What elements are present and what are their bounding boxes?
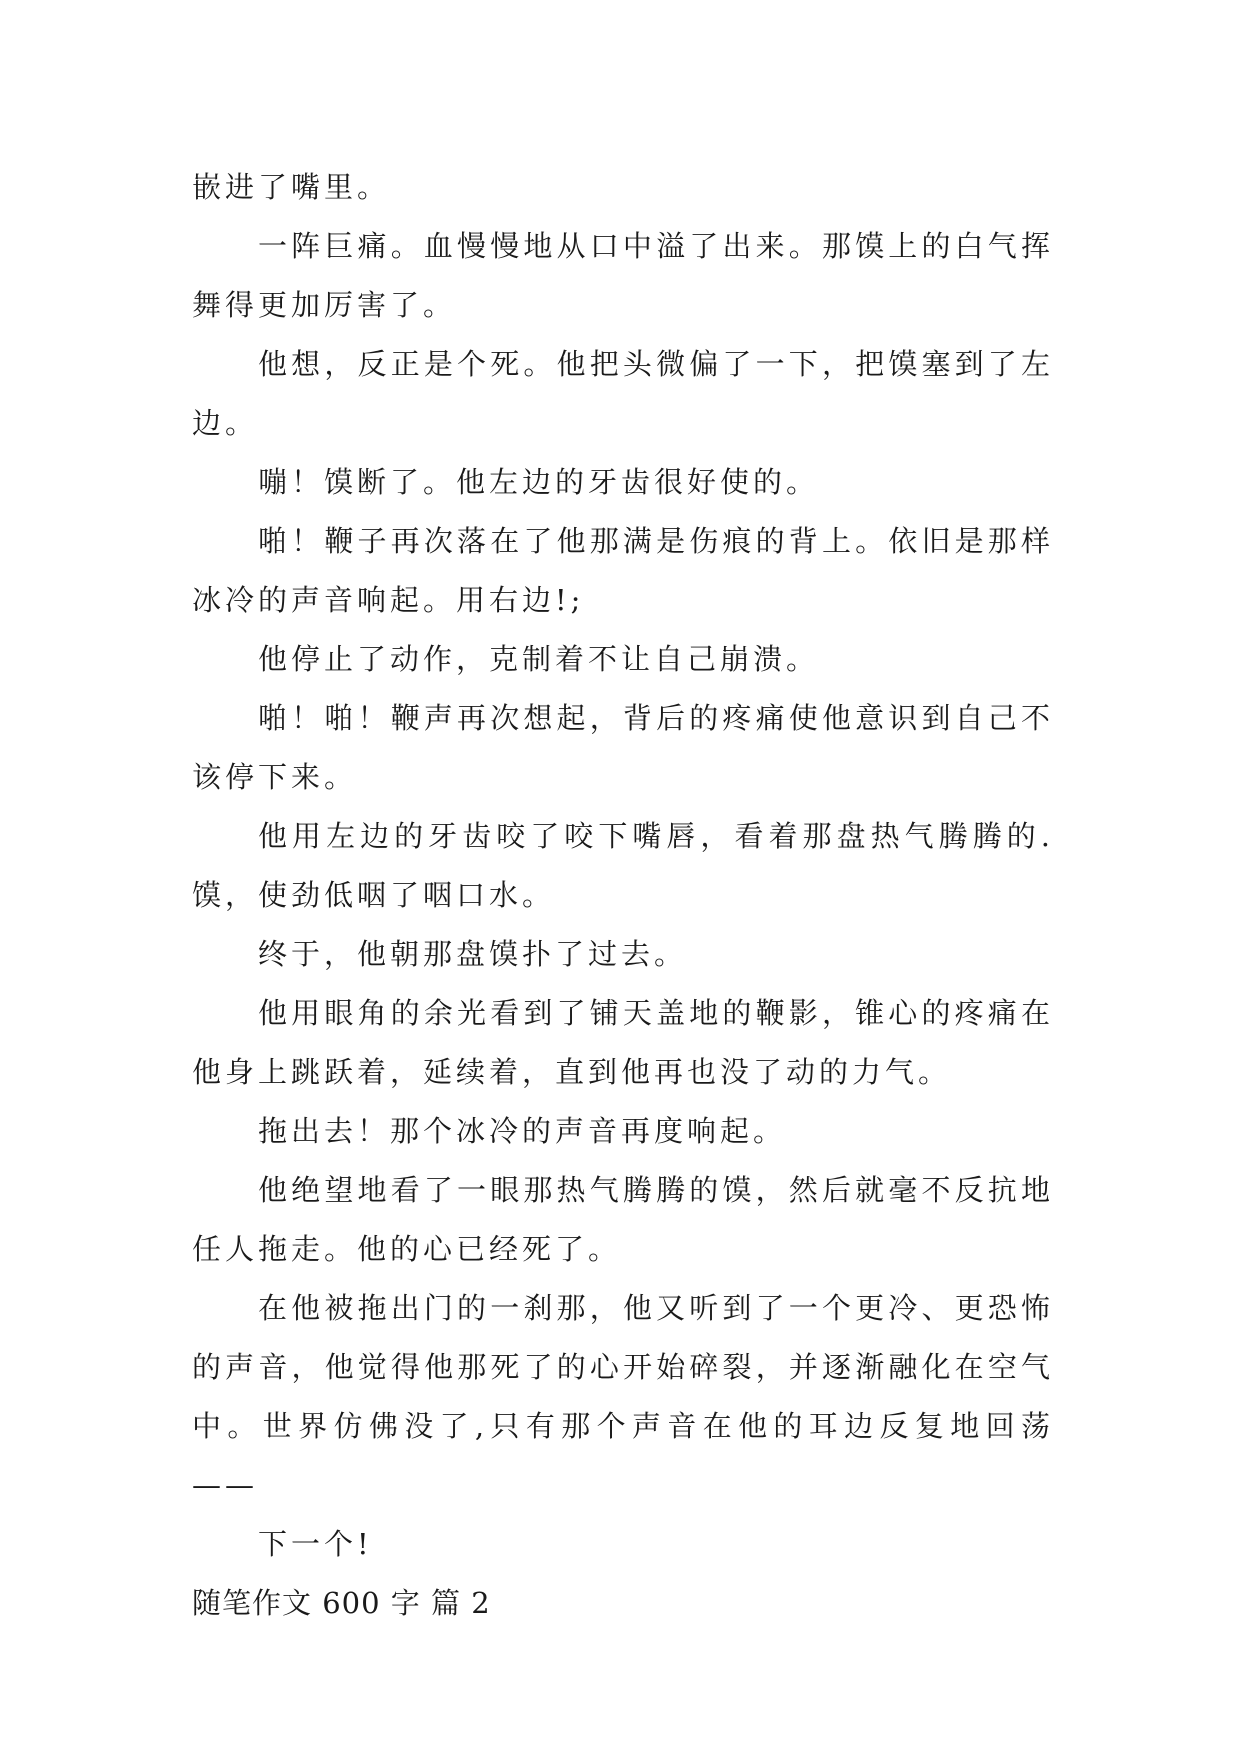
paragraph: 嵌进了嘴里。 [192, 170, 391, 204]
paragraph: 他用左边的牙齿咬了咬下嘴唇，看着那盘热气腾腾的.馍，使劲低咽了咽口水。 [192, 819, 1054, 912]
paragraph: 他用眼角的余光看到了铺天盖地的鞭影，锥心的疼痛在他身上跳跃着，延续着，直到他再也没了动的力气。 [192, 996, 1054, 1089]
paragraph: 下一个! [258, 1527, 373, 1561]
paragraph: 啪！啪！鞭声再次想起，背后的疼痛使他意识到自己不该停下来。 [192, 701, 1054, 794]
paragraph: 他绝望地看了一眼那热气腾腾的馍，然后就毫不反抗地任人拖走。他的心已经死了。 [192, 1173, 1054, 1266]
paragraph: 一阵巨痛。血慢慢地从口中溢了出来。那馍上的白气挥舞得更加厉害了。 [192, 229, 1054, 322]
paragraph: 他停止了动作，克制着不让自己崩溃。 [258, 642, 820, 676]
paragraph: 在他被拖出门的一刹那，他又听到了一个更冷、更恐怖的声音，他觉得他那死了的心开始碎裂，并逐渐融化在空气中。世界仿佛没了,只有那个声音在他的耳边反复地回荡—— [192, 1291, 1054, 1502]
paragraph: 拖出去！那个冰冷的声音再度响起。 [258, 1114, 787, 1148]
document-page [192, 158, 1054, 1633]
paragraph: 啪！鞭子再次落在了他那满是伤痕的背上。依旧是那样冰冷的声音响起。用右边!; [192, 524, 1054, 617]
paragraph: 他想，反正是个死。他把头微偏了一下，把馍塞到了左边。 [192, 347, 1054, 440]
section-heading: 随笔作文 600 字 篇 2 [192, 1586, 491, 1620]
paragraph: 嘣！馍断了。他左边的牙齿很好使的。 [258, 465, 820, 499]
paragraph: 终于，他朝那盘馍扑了过去。 [258, 937, 688, 971]
